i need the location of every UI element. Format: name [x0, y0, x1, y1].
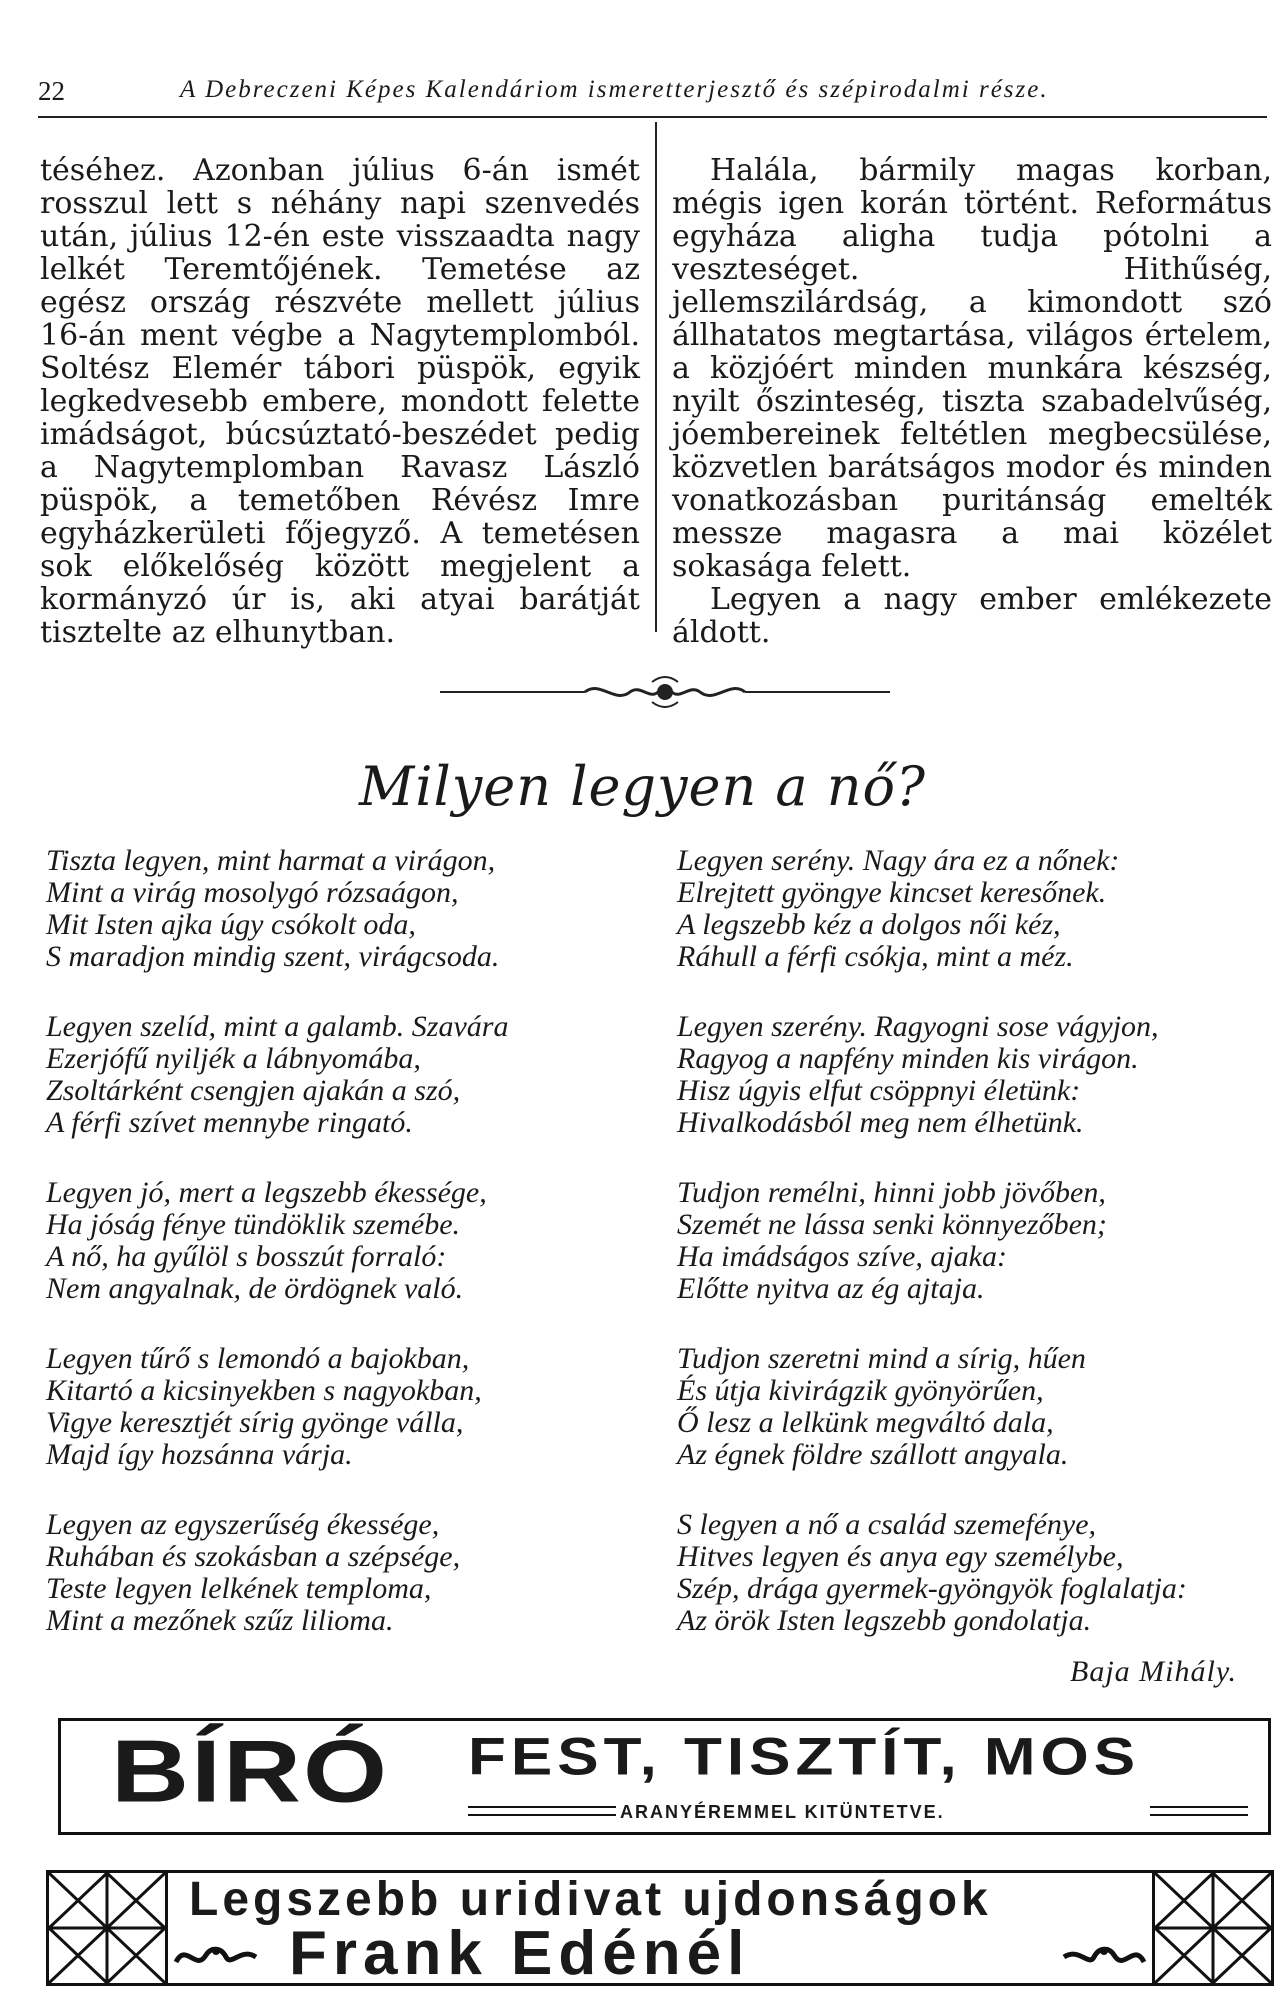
poem-line: Legyen jó, mert a legszebb ékessége,	[46, 1176, 487, 1209]
poem-line: Ragyog a napfény minden kis virágon.	[677, 1042, 1139, 1075]
poem-line: Legyen az egyszerűség ékessége,	[46, 1508, 440, 1541]
stanza	[46, 1343, 646, 1471]
stanza	[677, 845, 1277, 973]
article-right-column	[672, 154, 1272, 649]
stanza	[677, 1011, 1277, 1139]
poem-line: Legyen tűrő s lemondó a bajokban,	[46, 1342, 470, 1375]
ad-headline: Legszebb uridivat ujdonságok	[189, 1873, 992, 1926]
poem-line: Legyen szerény. Ragyogni sose vágyjon,	[677, 1010, 1159, 1043]
page-number: 22	[38, 76, 65, 106]
frank-advertisement	[46, 1870, 1274, 1986]
poem-line: Ha imádságos szíve, ajaka:	[677, 1240, 1007, 1273]
poem-line: Szép, drága gyermek-gyöngyök foglalatja:	[677, 1572, 1187, 1605]
poem-line: S maradjon mindig szent, virágcsoda.	[46, 940, 500, 973]
running-header	[38, 74, 1267, 114]
poem-line: Hitves legyen és anya egy személybe,	[677, 1540, 1124, 1573]
poem-line: Ő lesz a lelkünk megváltó dala,	[677, 1406, 1054, 1439]
poem-right-column	[677, 845, 1277, 1675]
biro-advertisement	[58, 1718, 1271, 1835]
ad-award-text: ARANYÉREMMEL KITÜNTETVE.	[620, 1802, 945, 1822]
ad-award-row	[468, 1801, 1248, 1823]
article-left-column	[40, 154, 640, 649]
diamond-pattern-icon	[1152, 1873, 1271, 1983]
poem-line: Majd így hozsánna várja.	[46, 1438, 353, 1471]
poem-author: Baja Mihály.	[1070, 1655, 1237, 1688]
stanza	[677, 1343, 1277, 1471]
poem-line: Teste legyen lelkének temploma,	[46, 1572, 432, 1605]
poem-line: A férfi szívet mennybe ringató.	[46, 1106, 413, 1139]
stanza	[677, 1509, 1277, 1637]
poem-line: Tiszta legyen, mint harmat a virágon,	[46, 844, 496, 877]
poem-line: Tudjon szeretni mind a sírig, hűen	[677, 1342, 1086, 1375]
poem-line: Hivalkodásból meg nem élhetünk.	[677, 1106, 1084, 1139]
poem-line: Ha jóság fénye tündöklik szemébe.	[46, 1208, 461, 1241]
article-paragraph: Halála, bármily magas korban, mégis igen korán történt. Református egyháza aligha tudja pótolni a veszteséget. Hithűség, jellemszilárdság, a kimondott szó állhatatos megtartása, világos értelem, a közjóért minden munkára készség, nyilt őszinteség, tiszta szabadelvűség, jóembereinek feltétlen megbecsülése, közvetlen barátságos modor és minden vonatkozásban puritánság emelték messze magasra a mai közélet sokasága felett.	[672, 153, 1272, 584]
poem-title: Milyen legyen a nő?	[358, 755, 927, 818]
ad-slogan: FEST, TISZTÍT, MOS	[468, 1727, 1141, 1787]
poem-line: Kitartó a kicsinyekben s nagyokban,	[46, 1374, 482, 1407]
poem-line: Legyen serény. Nagy ára ez a nőnek:	[677, 844, 1120, 877]
article-paragraph: téséhez. Azonban július 6-án ismét rosszul lett s néhány napi szenvedés után, július 12-én este visszaadta nagy lelkét Teremtőjének. Temetése az egész ország részvéte mellett július 16-án ment végbe a Nagytemplomból. Soltész Elemér tábori püspök, egyik legkedvesebb embere, mondott felette imádságot, búcsúztató-beszédet pedig a Nagytemplomban Ravasz László püspök, a temetőben Révész Imre egyházkerületi főjegyző. A temetésen sok előkelőség között megjelent a kormányzó úr is, aki atyai barátját tisztelte az elhunytban.	[40, 153, 640, 650]
poem-line: Mit Isten ajka úgy csókolt oda,	[46, 908, 416, 941]
poem-line: Zsoltárként csengjen ajakán a szó,	[46, 1074, 461, 1107]
poem-line: Az örök Isten legszebb gondolatja.	[677, 1604, 1092, 1637]
column-divider	[655, 122, 657, 632]
poem-line: Elrejtett gyöngye kincset keresőnek.	[677, 876, 1107, 909]
poem-left-column	[46, 845, 646, 1675]
poem-line: Ezerjófű nyiljék a lábnyomába,	[46, 1042, 421, 1075]
stanza	[46, 1509, 646, 1637]
ad-shop-name: Frank Edénél	[289, 1919, 751, 1988]
header-rule	[38, 116, 1267, 118]
running-title: A Debreczeni Képes Kalendáriom ismeretterjesztő és szépirodalmi része.	[180, 76, 1049, 103]
ad-brand-name: BÍRÓ	[111, 1721, 389, 1821]
poem-line: Előtte nyitva az ég ajtaja.	[677, 1272, 985, 1305]
poem-line: Legyen szelíd, mint a galamb. Szavára	[46, 1010, 509, 1043]
poem-line: Mint a mezőnek szűz lilioma.	[46, 1604, 394, 1637]
poem-line: Nem angyalnak, de ördögnek való.	[46, 1272, 464, 1305]
poem-line: Szemét ne lássa senki könnyezőben;	[677, 1208, 1107, 1241]
poem-line: Tudjon remélni, hinni jobb jövőben,	[677, 1176, 1106, 1209]
poem-line: És útja kivirágzik gyönyörűen,	[677, 1374, 1044, 1407]
double-rule	[1150, 1806, 1248, 1816]
poem-line: S legyen a nő a család szemefénye,	[677, 1508, 1097, 1541]
diamond-pattern-icon	[49, 1873, 168, 1983]
poem-line: Ruhában és szokásban a szépsége,	[46, 1540, 461, 1573]
poem-line: Mint a virág mosolygó rózsaágon,	[46, 876, 459, 909]
stanza	[46, 1011, 646, 1139]
poem-line: Hisz úgyis elfut csöppnyi életünk:	[677, 1074, 1081, 1107]
poem-line: A nő, ha gyűlöl s bosszút forraló:	[46, 1240, 447, 1273]
flourish-icon	[171, 1937, 261, 1977]
flourish-icon	[1059, 1937, 1149, 1977]
poem-line: Vigye keresztjét sírig gyönge válla,	[46, 1406, 464, 1439]
stanza	[677, 1177, 1277, 1305]
poem-line: A legszebb kéz a dolgos női kéz,	[677, 908, 1061, 941]
double-rule	[468, 1806, 616, 1816]
article-paragraph: Legyen a nagy ember emlékezete áldott.	[672, 582, 1272, 650]
poem-line: Az égnek földre szállott angyala.	[677, 1438, 1069, 1471]
stanza	[46, 845, 646, 973]
poem-line: Ráhull a férfi csókja, mint a méz.	[677, 940, 1074, 973]
ornament-divider	[440, 672, 890, 712]
stanza	[46, 1177, 646, 1305]
